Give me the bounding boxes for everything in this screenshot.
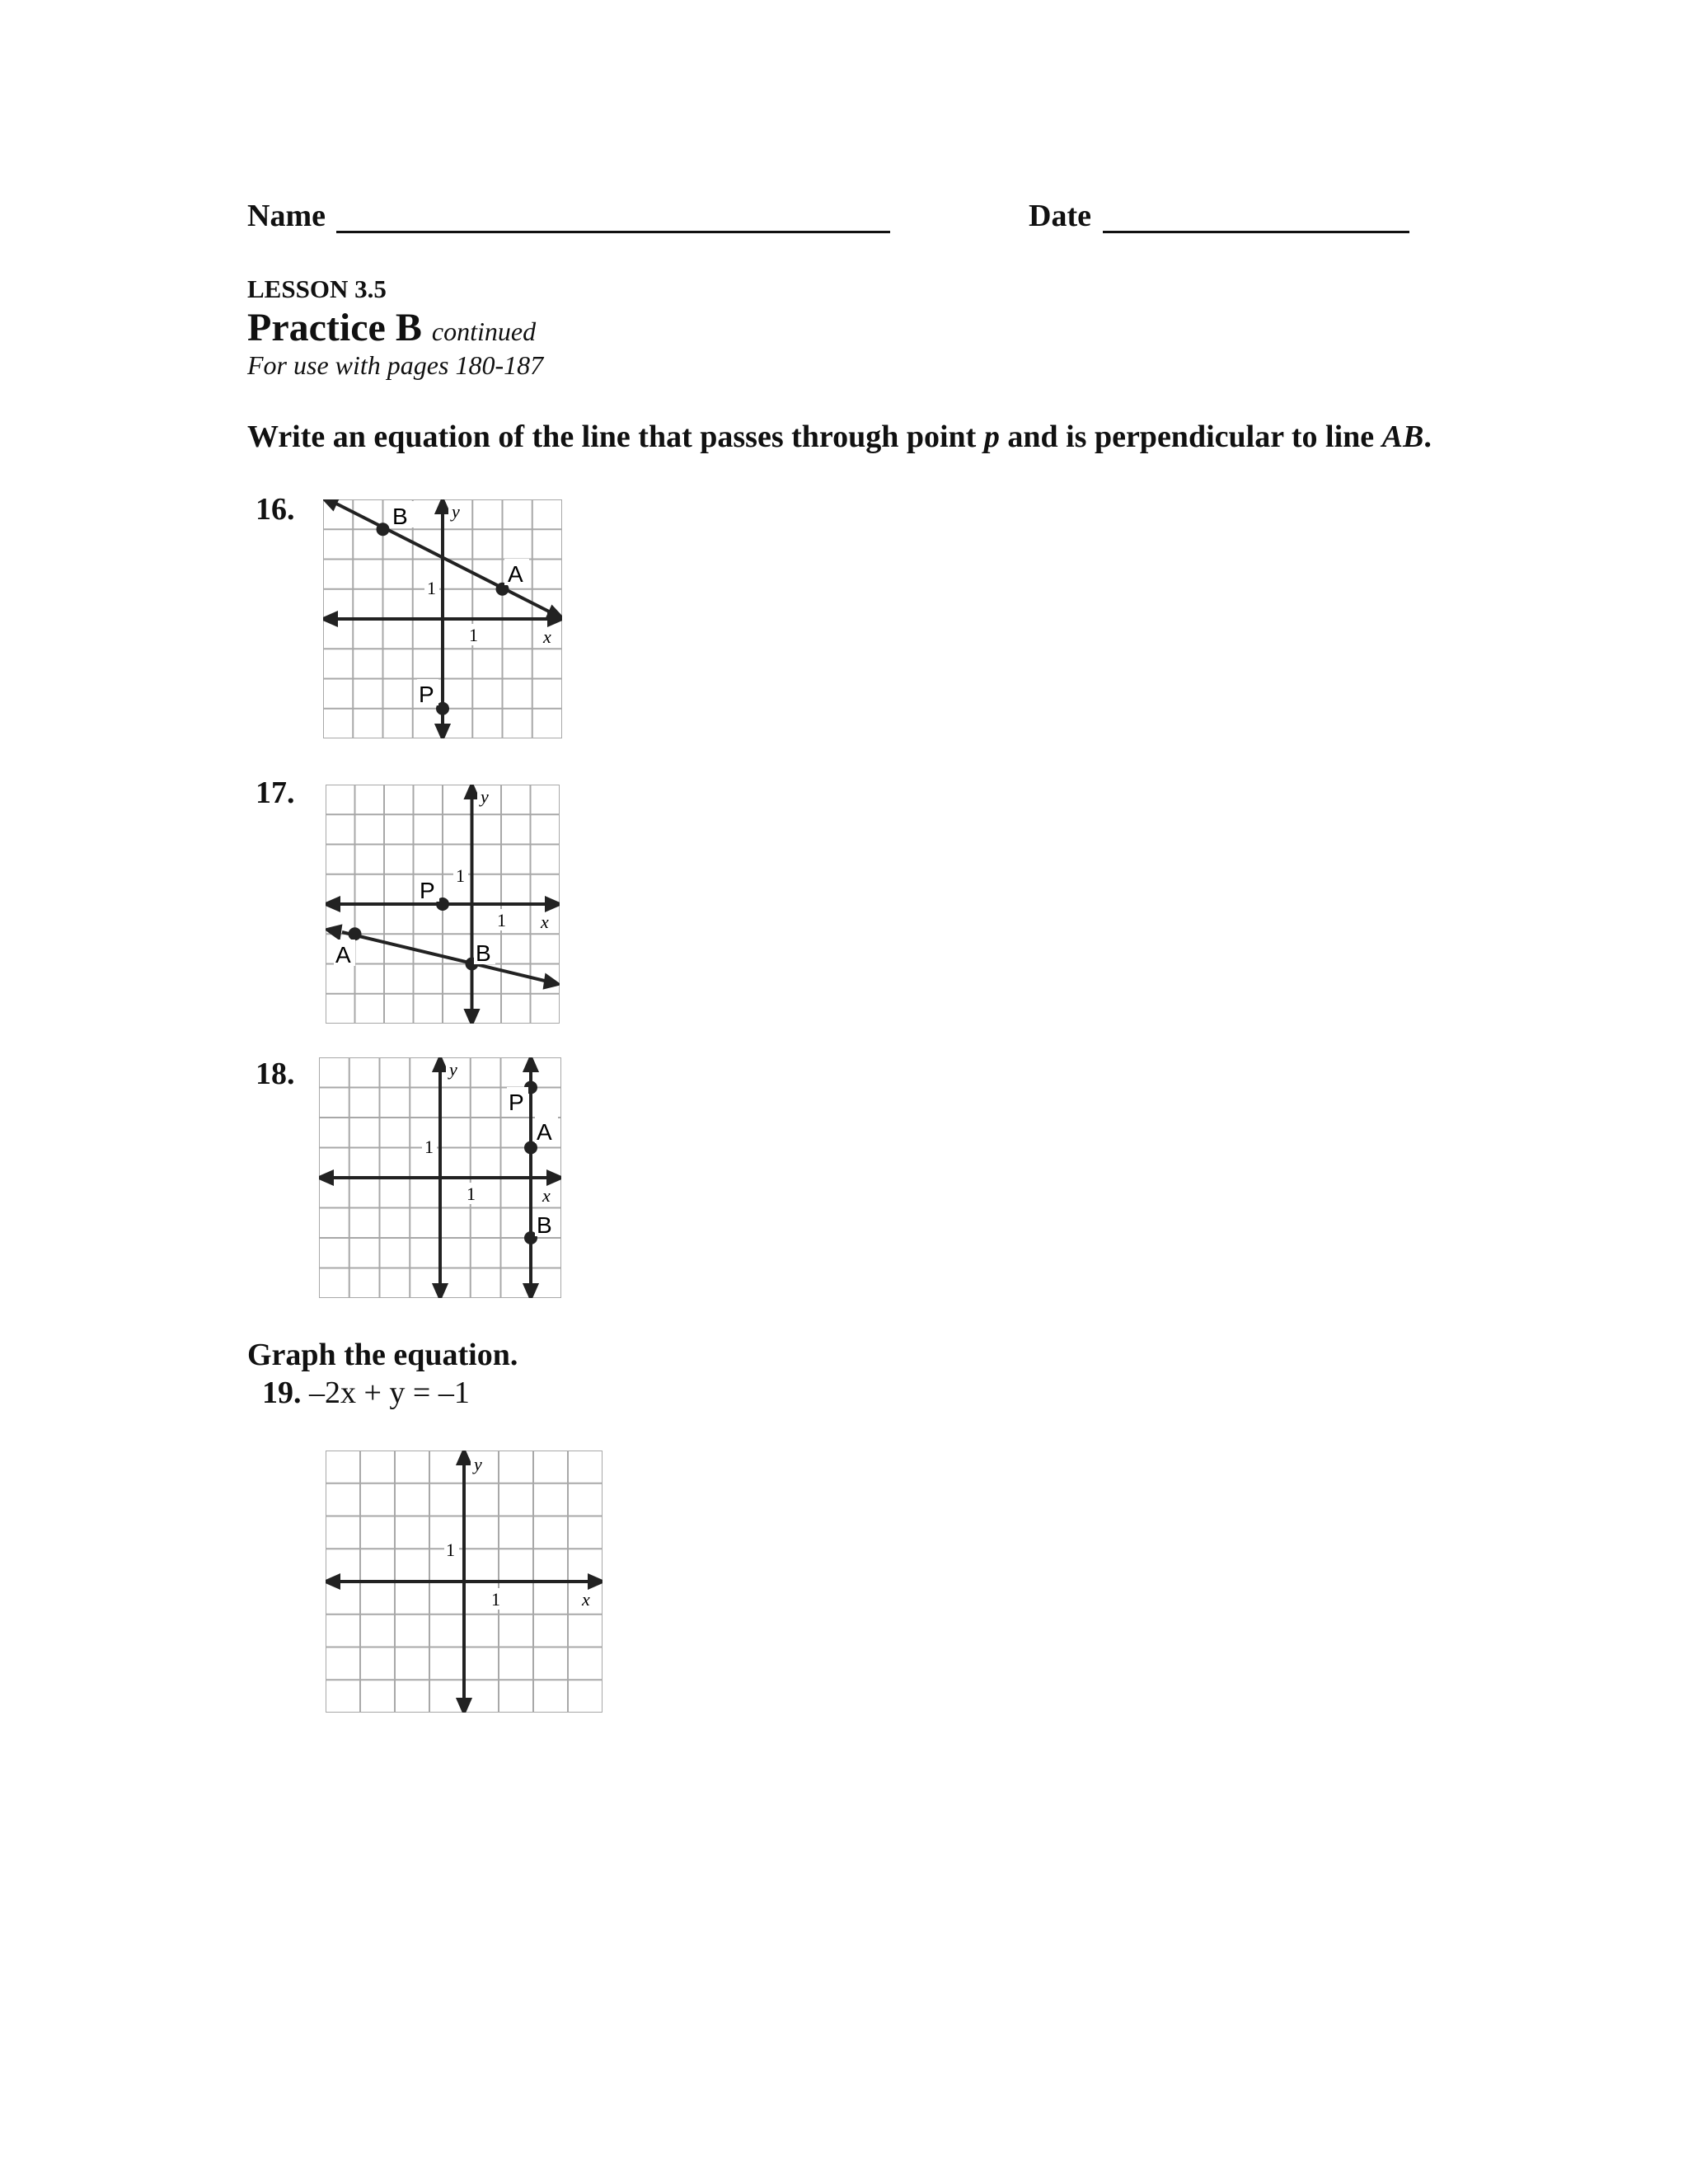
- x-axis-label: x: [543, 626, 551, 647]
- x-axis-label: x: [542, 1185, 551, 1206]
- point-b-label: B: [476, 940, 491, 966]
- instruction-end: .: [1423, 419, 1432, 454]
- instruction-line: AB: [1381, 419, 1424, 454]
- point-a-label: A: [537, 1119, 552, 1145]
- point-a: [498, 584, 508, 594]
- y-axis-bottom-arrow: [458, 1699, 470, 1713]
- y-tick-label: 1: [427, 578, 436, 598]
- problem-16-number: 16.: [256, 492, 295, 527]
- y-axis-bottom-arrow: [467, 1010, 478, 1024]
- x-axis-left-arrow: [319, 1172, 332, 1183]
- x-tick-label: 1: [469, 625, 478, 645]
- problem-17-graph: [326, 785, 560, 1024]
- x-axis-right-arrow: [589, 1576, 603, 1587]
- instruction-part2: and is perpendicular to line: [1007, 419, 1375, 454]
- point-b: [378, 524, 388, 534]
- x-axis-right-arrow: [546, 898, 560, 910]
- y-axis-top-arrow: [467, 785, 478, 798]
- lesson-title: [247, 305, 536, 350]
- y-axis-bottom-arrow: [437, 725, 448, 738]
- y-tick-label: 1: [424, 1137, 434, 1157]
- y-axis-top-arrow: [434, 1057, 446, 1071]
- x-axis-right-arrow: [548, 1172, 561, 1183]
- x-axis-label: x: [582, 1589, 590, 1610]
- line-ab-top-arrow: [525, 1057, 537, 1071]
- date-label: Date: [1029, 199, 1091, 233]
- point-b: [526, 1233, 536, 1243]
- line-ab-bottom-arrow: [525, 1285, 537, 1298]
- point-a: [526, 1143, 536, 1153]
- point-p-label: P: [419, 682, 434, 707]
- x-axis-left-arrow: [323, 613, 336, 625]
- instruction-part1: Write an equation of the line that passes through point: [247, 419, 977, 454]
- section1-instruction: [247, 419, 1451, 456]
- problem-18-number: 18.: [256, 1057, 295, 1091]
- problem-19-equation: –2x + y = –1: [309, 1376, 470, 1410]
- problem-18-graph: [319, 1057, 561, 1298]
- x-axis-label: x: [541, 912, 549, 932]
- x-axis-left-arrow: [326, 1576, 339, 1587]
- y-axis-top-arrow: [458, 1451, 470, 1464]
- x-tick-label: 1: [491, 1589, 500, 1610]
- lesson-title-suffix: continued: [431, 316, 537, 346]
- name-field[interactable]: [336, 231, 890, 233]
- problem-17-number: 17.: [256, 776, 295, 810]
- point-a-label: A: [335, 942, 351, 968]
- problem-16-graph: [323, 499, 562, 738]
- point-p-label: P: [509, 1090, 524, 1115]
- y-axis-label: y: [452, 501, 460, 522]
- y-axis-label: y: [481, 786, 489, 807]
- section2-instruction: Graph the equation.: [247, 1338, 518, 1372]
- line-ab-right-arrow: [547, 607, 562, 618]
- y-tick-label: 1: [446, 1540, 455, 1560]
- y-tick-label: 1: [456, 865, 465, 886]
- lesson-title-text: Practice B: [247, 306, 422, 349]
- lesson-label: LESSON 3.5: [247, 274, 387, 303]
- problem-19-number: 19.: [262, 1376, 302, 1410]
- point-p-label: P: [420, 878, 435, 903]
- x-tick-label: 1: [497, 910, 506, 930]
- y-axis-label: y: [449, 1059, 457, 1080]
- problem-19-graph: [326, 1451, 603, 1713]
- point-b-label: B: [392, 504, 408, 529]
- y-axis-bottom-arrow: [434, 1285, 446, 1298]
- line-ab-left-arrow: [323, 499, 338, 509]
- point-a: [350, 929, 360, 939]
- y-axis-top-arrow: [437, 499, 448, 513]
- y-axis-label: y: [474, 1454, 482, 1474]
- point-p: [438, 704, 448, 714]
- point-b-label: B: [537, 1212, 552, 1238]
- line-ab-left-arrow: [327, 926, 340, 938]
- instruction-point: p: [983, 419, 1000, 454]
- x-tick-label: 1: [467, 1183, 476, 1204]
- line-ab-right-arrow: [545, 976, 558, 987]
- date-field[interactable]: [1103, 231, 1409, 233]
- lesson-pages: For use with pages 180-187: [247, 350, 544, 380]
- name-label: Name: [247, 199, 326, 233]
- problem-19: [262, 1375, 470, 1411]
- line-ab: [342, 932, 551, 982]
- point-a-label: A: [508, 561, 523, 587]
- x-axis-left-arrow: [326, 898, 339, 910]
